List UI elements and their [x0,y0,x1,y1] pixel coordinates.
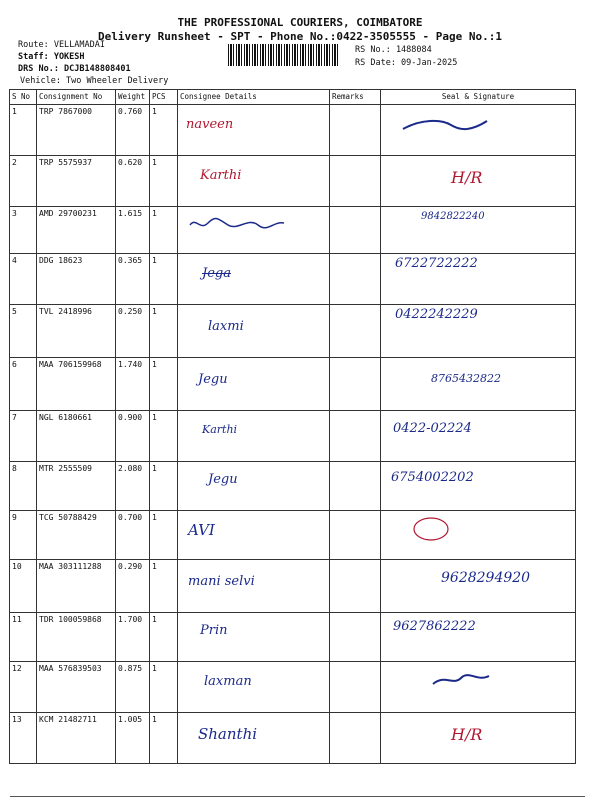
cell-weight: 1.740 [116,358,150,411]
cell-weight: 0.290 [116,560,150,613]
cell-seal: 8765432822 [431,372,501,385]
cell-remarks [330,613,381,662]
cell-sno: 7 [10,411,37,462]
runsheet-title: Delivery Runsheet - SPT - Phone No.:0422-3505555 - Page No.:1 [98,30,502,43]
table-row [10,713,576,764]
cell-weight: 1.700 [116,613,150,662]
cell-consignment: MAA 706159968 [37,358,116,411]
cell-pcs: 1 [150,254,178,305]
cell-consignee: laxmi [208,319,244,334]
cell-seal: 9842822240 [421,211,485,222]
footer-line [10,796,585,797]
cell-remarks [330,462,381,511]
cell-remarks [330,662,381,713]
rs-number: RS No.: 1488084 [355,45,432,55]
cell-seal: 9627862222 [393,619,476,634]
cell-sno: 5 [10,305,37,358]
cell-consignee: Shanthi [198,725,258,743]
cell-weight: 0.700 [116,511,150,560]
table-row [10,358,576,411]
cell-remarks [330,411,381,462]
cell-remarks [330,713,381,764]
drs-number: DRS No.: DCJB148808401 [18,64,131,74]
cell-seal: 6754002202 [391,470,474,485]
cell-consignee: mani selvi [188,574,255,589]
cell-weight: 0.250 [116,305,150,358]
cell-weight: 1.615 [116,207,150,254]
col-sno: S No [10,90,37,105]
table-row [10,207,576,254]
cell-pcs: 1 [150,156,178,207]
cell-consignment: MAA 576839503 [37,662,116,713]
cell-pcs: 1 [150,207,178,254]
col-consignment: Consignment No [37,90,116,105]
cell-remarks [330,305,381,358]
rs-date: RS Date: 09-Jan-2025 [355,58,458,68]
cell-consignee: naveen [186,117,234,132]
cell-seal: 6722722222 [395,256,478,271]
cell-consignee: Jegu [208,472,238,487]
cell-sno: 10 [10,560,37,613]
cell-sno: 11 [10,613,37,662]
cell-consignment: TRP 5575937 [37,156,116,207]
cell-pcs: 1 [150,411,178,462]
table-row [10,156,576,207]
cell-remarks [330,254,381,305]
cell-pcs: 1 [150,358,178,411]
cell-pcs: 1 [150,511,178,560]
runsheet-table [9,89,576,764]
cell-consignee: Jega [202,266,231,281]
cell-consignee: Karthi [202,423,238,436]
cell-consignment: KCM 21482711 [37,713,116,764]
barcode-image [228,44,340,66]
cell-consignment: MTR 2555509 [37,462,116,511]
cell-weight: 0.900 [116,411,150,462]
signature-scribble [401,117,491,133]
cell-consignee: laxman [204,674,252,689]
cell-pcs: 1 [150,560,178,613]
cell-weight: 1.005 [116,713,150,764]
cell-consignee: AVI [188,521,215,539]
cell-seal: H/R [451,725,483,744]
cell-consignment: TVL 2418996 [37,305,116,358]
col-remarks: Remarks [330,90,381,105]
cell-remarks [330,105,381,156]
col-pcs: PCS [150,90,178,105]
table-row [10,462,576,511]
cell-weight: 0.760 [116,105,150,156]
table-row [10,305,576,358]
col-seal: Seal & Signature [381,90,576,105]
table-row [10,560,576,613]
table-row [10,662,576,713]
cell-sno: 1 [10,105,37,156]
col-consignee: Consignee Details [178,90,330,105]
table-row [10,254,576,305]
cell-pcs: 1 [150,662,178,713]
consignee-signature-scribble [188,215,288,233]
table-header-row [10,90,576,105]
route-label: Route: VELLAMADAI [18,40,105,50]
cell-seal: 9628294920 [441,570,531,586]
cell-consignment: MAA 303111288 [37,560,116,613]
cell-sno: 8 [10,462,37,511]
company-title: THE PROFESSIONAL COURIERS, COIMBATORE [177,16,423,29]
cell-pcs: 1 [150,305,178,358]
cell-sno: 9 [10,511,37,560]
cell-remarks [330,560,381,613]
cell-consignee: Jegu [198,372,228,387]
cell-consignment: AMD 29700231 [37,207,116,254]
staff-label: Staff: YOKESH [18,52,85,62]
cell-remarks [330,207,381,254]
cell-pcs: 1 [150,713,178,764]
col-weight: Weight [116,90,150,105]
cell-consignee: Karthi [200,168,242,183]
cell-weight: 2.080 [116,462,150,511]
cell-pcs: 1 [150,105,178,156]
cell-sno: 6 [10,358,37,411]
vehicle-label: Vehicle: Two Wheeler Delivery [20,76,169,86]
cell-consignment: TDR 100059868 [37,613,116,662]
table-row [10,613,576,662]
cell-sno: 3 [10,207,37,254]
signature-scribble [431,672,491,688]
cell-sno: 2 [10,156,37,207]
cell-sno: 4 [10,254,37,305]
cell-weight: 0.875 [116,662,150,713]
cell-remarks [330,156,381,207]
cell-seal: 0422-02224 [393,421,472,436]
cell-sno: 13 [10,713,37,764]
table-row [10,411,576,462]
cell-consignment: NGL 6180661 [37,411,116,462]
cell-consignment: TRP 7867000 [37,105,116,156]
cell-consignment: TCG 50788429 [37,511,116,560]
cell-seal: 0422242229 [395,307,478,322]
table-row [10,105,576,156]
cell-consignee: Prin [200,623,228,638]
cell-consignment: DDG 18623 [37,254,116,305]
cell-pcs: 1 [150,462,178,511]
seal-stamp [411,515,451,543]
cell-weight: 0.620 [116,156,150,207]
cell-pcs: 1 [150,613,178,662]
cell-remarks [330,511,381,560]
cell-remarks [330,358,381,411]
cell-sno: 12 [10,662,37,713]
cell-seal: H/R [451,168,483,187]
table-row [10,511,576,560]
cell-weight: 0.365 [116,254,150,305]
